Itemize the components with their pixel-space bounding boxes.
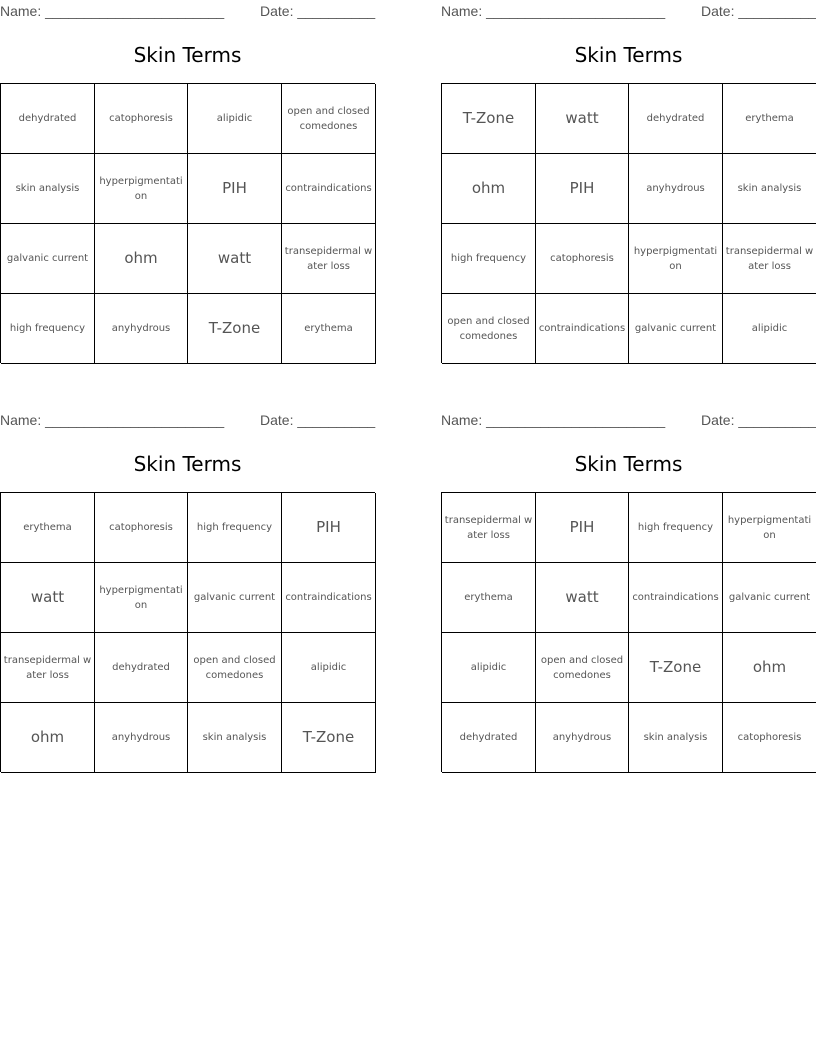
bingo-cell — [282, 703, 376, 773]
bingo-cell-text: erythema — [23, 522, 72, 533]
bingo-cell — [536, 563, 629, 633]
bingo-cell — [188, 563, 282, 633]
bingo-cell-text: transepidermal water loss — [444, 514, 533, 541]
bingo-cell — [629, 154, 723, 224]
bingo-cell — [723, 703, 816, 773]
bingo-cell — [188, 224, 282, 294]
bingo-cell — [95, 224, 188, 294]
bingo-cell — [442, 294, 536, 364]
bingo-cell — [536, 633, 629, 703]
bingo-cell-text: dehydrated — [646, 113, 705, 124]
bingo-cell — [442, 154, 536, 224]
bingo-cell — [442, 563, 536, 633]
bingo-cell-text: ohm — [30, 728, 65, 746]
date-field-label: Date: __________ — [701, 412, 816, 428]
bingo-cell — [1, 633, 95, 703]
bingo-cell — [629, 563, 723, 633]
bingo-cell-text: contraindications — [285, 183, 372, 194]
bingo-cell — [442, 493, 536, 563]
name-field-label: Name: _______________________ — [441, 3, 666, 19]
bingo-cell-text: PIH — [569, 518, 595, 536]
bingo-cell-text: high frequency — [196, 522, 273, 533]
bingo-cell-text: T-Zone — [302, 728, 355, 746]
bingo-cell-text: erythema — [304, 323, 353, 334]
bingo-cell — [442, 633, 536, 703]
bingo-cell-text: anyhydrous — [111, 323, 171, 334]
header-line — [441, 2, 816, 20]
bingo-cell — [536, 294, 629, 364]
bingo-cell — [629, 703, 723, 773]
bingo-cell — [629, 633, 723, 703]
bingo-cell — [95, 154, 188, 224]
bingo-cell — [95, 703, 188, 773]
bingo-cell-text: erythema — [464, 592, 513, 603]
card-title: Skin Terms — [574, 452, 683, 476]
bingo-cell-text: contraindications — [632, 592, 719, 603]
bingo-cell — [188, 493, 282, 563]
bingo-cell — [188, 633, 282, 703]
bingo-cell-text: catophoresis — [550, 253, 614, 264]
bingo-cell-text: transepidermal water loss — [284, 245, 373, 272]
bingo-cell-text: skin analysis — [737, 183, 802, 194]
bingo-cell — [723, 84, 816, 154]
date-field-label: Date: __________ — [260, 3, 376, 19]
bingo-cell — [282, 633, 376, 703]
bingo-cell — [188, 154, 282, 224]
bingo-cell-text: T-Zone — [208, 319, 261, 337]
bingo-cell — [442, 703, 536, 773]
bingo-cell — [95, 563, 188, 633]
bingo-cell-text: skin analysis — [15, 183, 80, 194]
bingo-cell — [723, 154, 816, 224]
bingo-cell — [1, 493, 95, 563]
card-title: Skin Terms — [133, 452, 242, 476]
bingo-cell — [1, 154, 95, 224]
bingo-cell — [1, 84, 95, 154]
bingo-cell-text: open and closed comedones — [447, 315, 530, 342]
bingo-cell-text: transepidermal water loss — [725, 245, 814, 272]
bingo-cell-text: transepidermal water loss — [3, 654, 92, 681]
bingo-cell-text: catophoresis — [109, 113, 173, 124]
bingo-cell — [1, 224, 95, 294]
bingo-cell — [723, 493, 816, 563]
bingo-cell — [188, 84, 282, 154]
bingo-cell-text: anyhydrous — [646, 183, 705, 194]
bingo-cell-text: high frequency — [450, 253, 527, 264]
bingo-cell — [188, 703, 282, 773]
bingo-cell — [629, 294, 723, 364]
bingo-cell-text: alipidic — [216, 113, 253, 124]
bingo-cell-text: catophoresis — [109, 522, 173, 533]
bingo-cell — [536, 84, 629, 154]
bingo-cell-text: anyhydrous — [111, 732, 171, 743]
bingo-cell-text: PIH — [222, 179, 247, 197]
name-field-label: Name: _______________________ — [0, 412, 225, 428]
bingo-cell — [723, 633, 816, 703]
bingo-grid — [0, 492, 375, 772]
bingo-cell — [442, 224, 536, 294]
bingo-cell-text: galvanic current — [6, 253, 89, 264]
bingo-cell-text: PIH — [569, 179, 595, 197]
date-field-label: Date: __________ — [260, 412, 376, 428]
bingo-cell — [629, 493, 723, 563]
header-line — [441, 411, 816, 429]
bingo-cell-text: T-Zone — [462, 109, 515, 127]
bingo-cell-text: ohm — [124, 249, 158, 267]
bingo-cell — [1, 294, 95, 364]
bingo-cell — [95, 294, 188, 364]
bingo-cell-text: skin analysis — [643, 732, 708, 743]
bingo-cell-text: galvanic current — [634, 323, 717, 334]
bingo-cell — [95, 84, 188, 154]
bingo-cell-text: dehydrated — [112, 662, 170, 673]
bingo-cell — [282, 294, 376, 364]
bingo-cell — [188, 294, 282, 364]
bingo-grid — [441, 83, 816, 363]
bingo-cell-text: open and closed comedones — [193, 654, 276, 681]
bingo-cell-text: high frequency — [637, 522, 714, 533]
bingo-cell-text: watt — [565, 588, 599, 606]
bingo-cell — [536, 493, 629, 563]
bingo-cell-text: open and closed comedones — [540, 654, 624, 681]
bingo-cell — [282, 563, 376, 633]
bingo-cell-text: hyperpigmentation — [633, 245, 718, 272]
header-line — [0, 2, 375, 20]
bingo-cell-text: ohm — [752, 658, 787, 676]
bingo-cell-text: catophoresis — [737, 732, 802, 743]
date-field-label: Date: __________ — [701, 3, 816, 19]
header-line — [0, 411, 375, 429]
name-field-label: Name: _______________________ — [441, 412, 666, 428]
bingo-cell — [1, 563, 95, 633]
bingo-cell-text: hyperpigmentation — [99, 175, 183, 202]
bingo-cell-text: alipidic — [310, 662, 347, 673]
bingo-cell-text: contraindications — [538, 323, 626, 334]
bingo-cell-text: anyhydrous — [552, 732, 612, 743]
bingo-cell — [282, 84, 376, 154]
bingo-cell-text: contraindications — [285, 592, 372, 603]
bingo-cell — [282, 154, 376, 224]
bingo-cell-text: watt — [30, 588, 65, 606]
bingo-cell — [536, 224, 629, 294]
bingo-cell-text: alipidic — [470, 662, 507, 673]
bingo-cell — [723, 563, 816, 633]
card-title: Skin Terms — [574, 43, 683, 67]
bingo-cell — [95, 493, 188, 563]
bingo-cell — [536, 154, 629, 224]
bingo-cell-text: PIH — [316, 518, 341, 536]
name-field-label: Name: _______________________ — [0, 3, 225, 19]
bingo-grid — [441, 492, 816, 772]
bingo-cell-text: open and closed comedones — [287, 105, 370, 132]
card-title: Skin Terms — [133, 43, 242, 67]
bingo-cell — [442, 84, 536, 154]
bingo-cell-text: hyperpigmentation — [99, 584, 183, 611]
bingo-cell — [282, 493, 376, 563]
bingo-cell-text: erythema — [745, 113, 794, 124]
bingo-cell — [536, 703, 629, 773]
bingo-cell — [1, 703, 95, 773]
bingo-cell-text: high frequency — [9, 323, 86, 334]
bingo-cell-text: galvanic current — [193, 592, 276, 603]
bingo-cell-text: dehydrated — [459, 732, 518, 743]
bingo-cell — [282, 224, 376, 294]
bingo-cell-text: alipidic — [751, 323, 788, 334]
bingo-cell-text: dehydrated — [18, 113, 77, 124]
bingo-cell — [723, 224, 816, 294]
bingo-cell-text: watt — [217, 249, 252, 267]
bingo-grid — [0, 83, 375, 363]
bingo-cell-text: ohm — [471, 179, 506, 197]
bingo-cell — [629, 224, 723, 294]
bingo-cell-text: hyperpigmentation — [727, 514, 812, 541]
bingo-cell — [723, 294, 816, 364]
bingo-cell-text: T-Zone — [649, 658, 702, 676]
bingo-cell — [95, 633, 188, 703]
bingo-cell — [629, 84, 723, 154]
bingo-cell-text: watt — [565, 109, 599, 127]
bingo-cell-text: skin analysis — [202, 732, 267, 743]
bingo-cell-text: galvanic current — [728, 592, 811, 603]
